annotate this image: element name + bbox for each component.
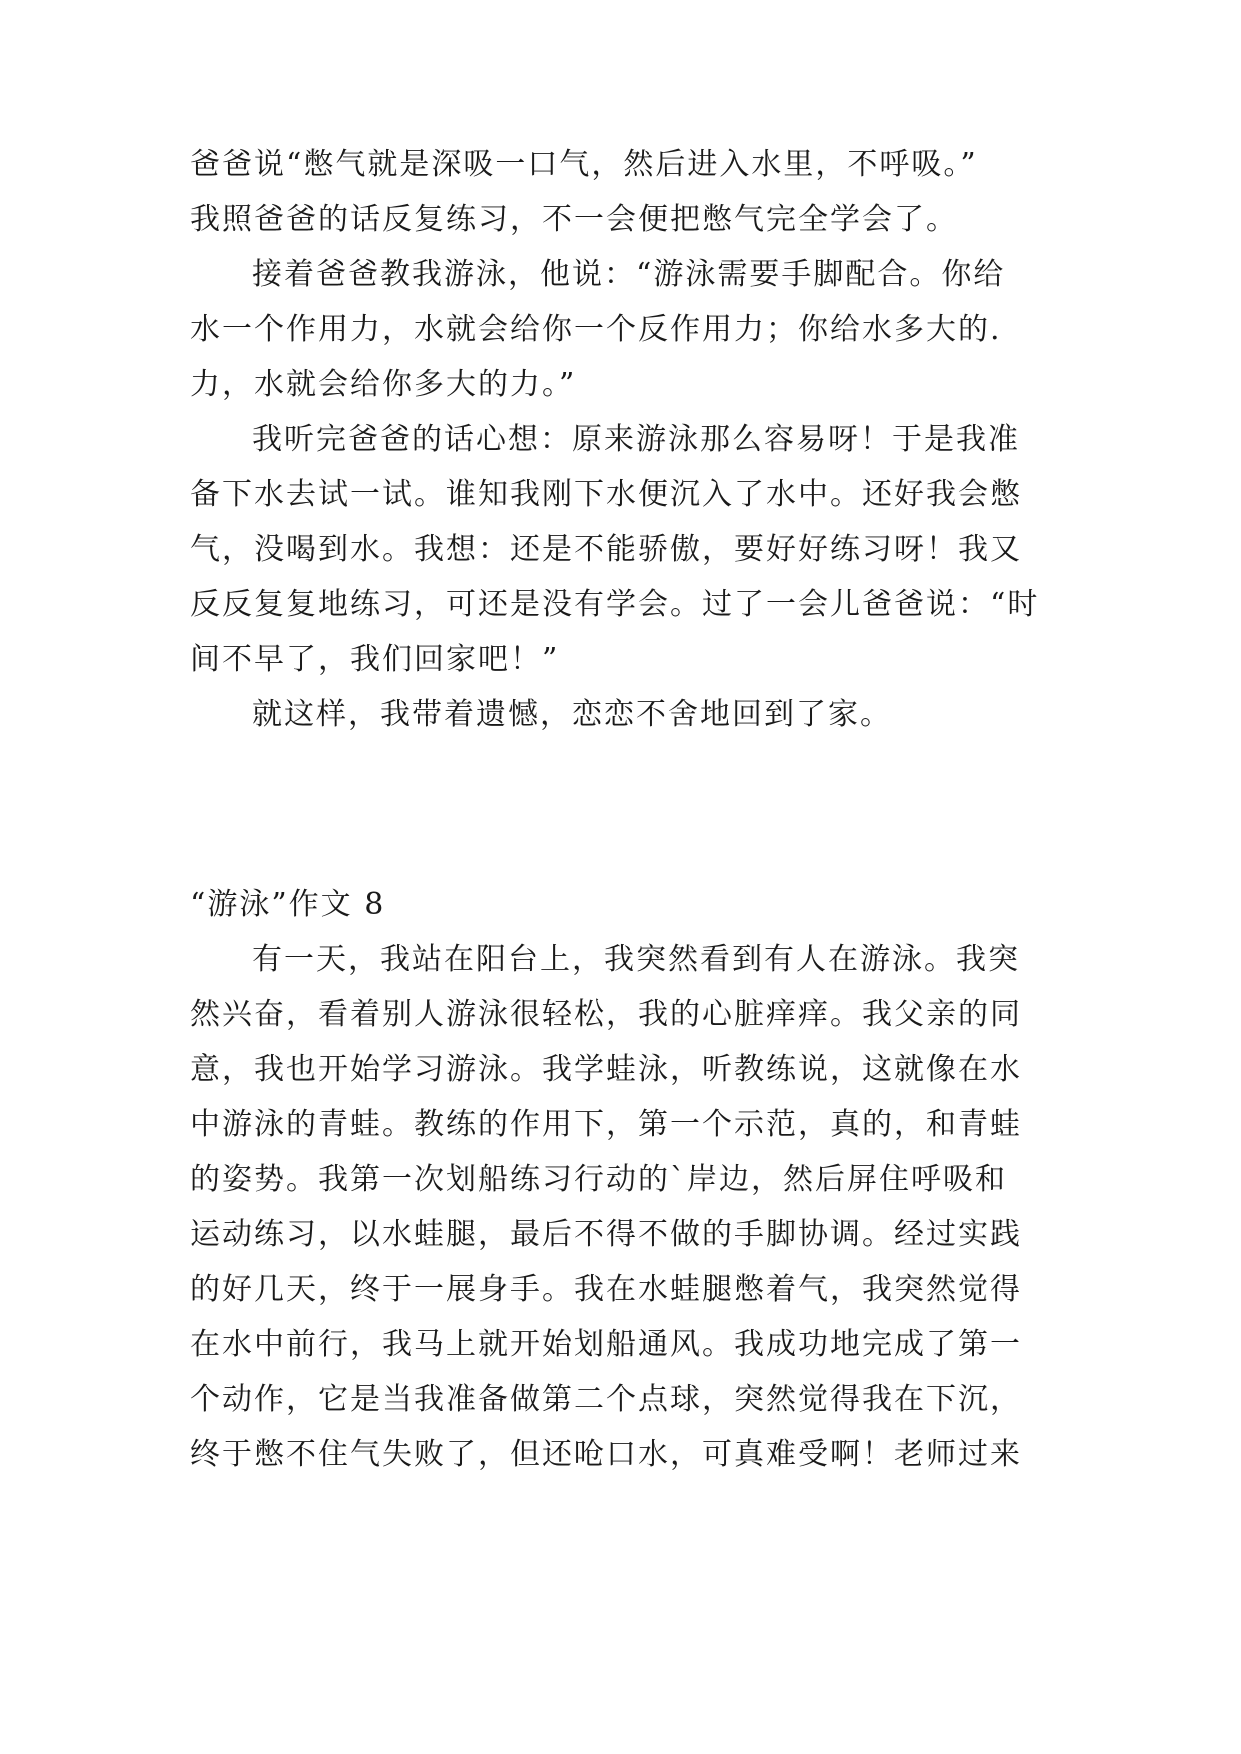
paragraph-line: 在水中前行，我马上就开始划船通风。我成功地完成了第一 bbox=[190, 1327, 1022, 1362]
paragraph-line: 备下水去试一试。谁知我刚下水便沉入了水中。还好我会憋 bbox=[190, 477, 1022, 512]
paragraph-line: 运动练习，以水蛙腿，最后不得不做的手脚协调。经过实践 bbox=[190, 1217, 1022, 1252]
paragraph-line: 接着爸爸教我游泳，他说：“游泳需要手脚配合。你给 bbox=[252, 257, 1006, 292]
paragraph-line: 力，水就会给你多大的力。” bbox=[190, 367, 577, 402]
paragraph-line: 的姿势。我第一次划船练习行动的`岸边，然后屏住呼吸和 bbox=[190, 1162, 1007, 1197]
paragraph-line: 个动作，它是当我准备做第二个点球，突然觉得我在下沉， bbox=[190, 1382, 1022, 1417]
paragraph-line: 爸爸说“憋气就是深吸一口气，然后进入水里，不呼吸。” bbox=[190, 147, 978, 182]
paragraph-line: 我听完爸爸的话心想：原来游泳那么容易呀！于是我准 bbox=[252, 422, 1020, 457]
paragraph-line: 气，没喝到水。我想：还是不能骄傲，要好好练习呀！我又 bbox=[190, 532, 1022, 567]
paragraph-line: 终于憋不住气失败了，但还呛口水，可真难受啊！老师过来 bbox=[190, 1437, 1022, 1472]
paragraph-line: 反反复复地练习，可还是没有学会。过了一会儿爸爸说：“时 bbox=[190, 587, 1040, 622]
paragraph-line: 的好几天，终于一展身手。我在水蛙腿憋着气，我突然觉得 bbox=[190, 1272, 1022, 1307]
paragraph-line: 然兴奋，看着别人游泳很轻松，我的心脏痒痒。我父亲的同 bbox=[190, 997, 1022, 1032]
paragraph-line: 间不早了，我们回家吧！” bbox=[190, 642, 560, 677]
paragraph-line: 有一天，我站在阳台上，我突然看到有人在游泳。我突 bbox=[252, 942, 1020, 977]
paragraph-line: 我照爸爸的话反复练习，不一会便把憋气完全学会了。 bbox=[190, 202, 958, 237]
paragraph-line: 意，我也开始学习游泳。我学蛙泳，听教练说，这就像在水 bbox=[190, 1052, 1022, 1087]
paragraph-line: 就这样，我带着遗憾，恋恋不舍地回到了家。 bbox=[252, 697, 892, 732]
paragraph-line: 中游泳的青蛙。教练的作用下，第一个示范，真的，和青蛙 bbox=[190, 1107, 1022, 1142]
paragraph-line: 水一个作用力，水就会给你一个反作用力；你给水多大的. bbox=[190, 312, 1002, 347]
section-title: “游泳”作文 8 bbox=[190, 887, 386, 922]
